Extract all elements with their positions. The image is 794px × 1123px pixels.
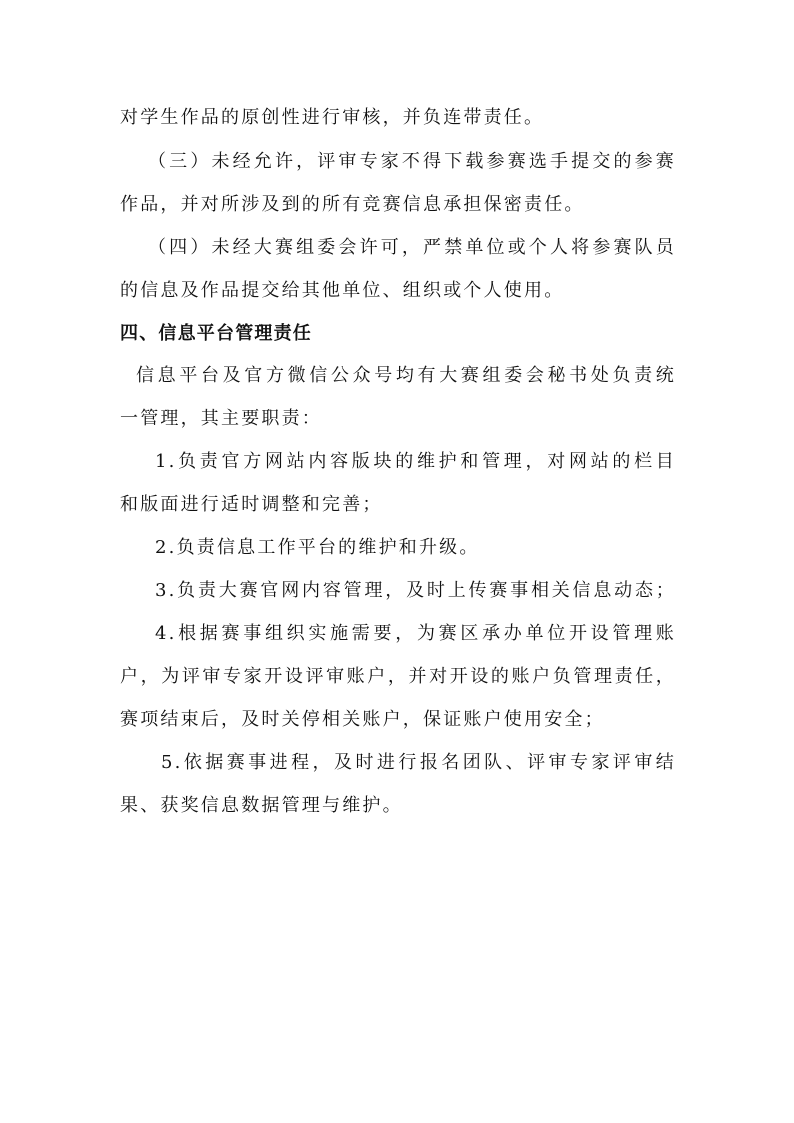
body-text-line: 对学生作品的原创性进行审核，并负连带责任。 xyxy=(120,107,545,128)
duty-item-1: 1.负责官方网站内容版块的维护和管理，对网站的栏目 xyxy=(155,451,676,472)
item-four-line: （四）未经大赛组委会许可，严禁单位或个人将参赛队员 xyxy=(148,237,676,258)
item-four-line: 的信息及作品提交给其他单位、组织或个人使用。 xyxy=(120,280,565,301)
duty-item-5: 5.依据赛事进程，及时进行报名团队、评审专家评审结 xyxy=(161,752,676,773)
section-heading: 四、信息平台管理责任 xyxy=(120,323,312,344)
duty-item-2: 2.负责信息工作平台的维护和升级。 xyxy=(155,537,480,558)
duty-item-1: 和版面进行适时调整和完善； xyxy=(120,494,383,515)
section-intro-line: 一管理，其主要职责： xyxy=(120,408,322,429)
item-three-line: （三）未经允许，评审专家不得下载参赛选手提交的参赛 xyxy=(148,151,676,172)
duty-item-4: 4.根据赛事组织实施需要，为赛区承办单位开设管理账 xyxy=(155,623,676,644)
duty-item-4: 赛项结束后，及时关停相关账户，保证账户使用安全； xyxy=(120,709,605,730)
duty-item-4: 户，为评审专家开设评审账户，并对开设的账户负管理责任， xyxy=(120,666,676,687)
duty-item-5: 果、获奖信息数据管理与维护。 xyxy=(120,795,403,816)
section-intro-line: 信息平台及官方微信公众号均有大赛组委会秘书处负责统 xyxy=(136,365,676,386)
item-three-line: 作品，并对所涉及到的所有竞赛信息承担保密责任。 xyxy=(120,194,585,215)
duty-item-3: 3.负责大赛官网内容管理，及时上传赛事相关信息动态； xyxy=(155,580,676,601)
